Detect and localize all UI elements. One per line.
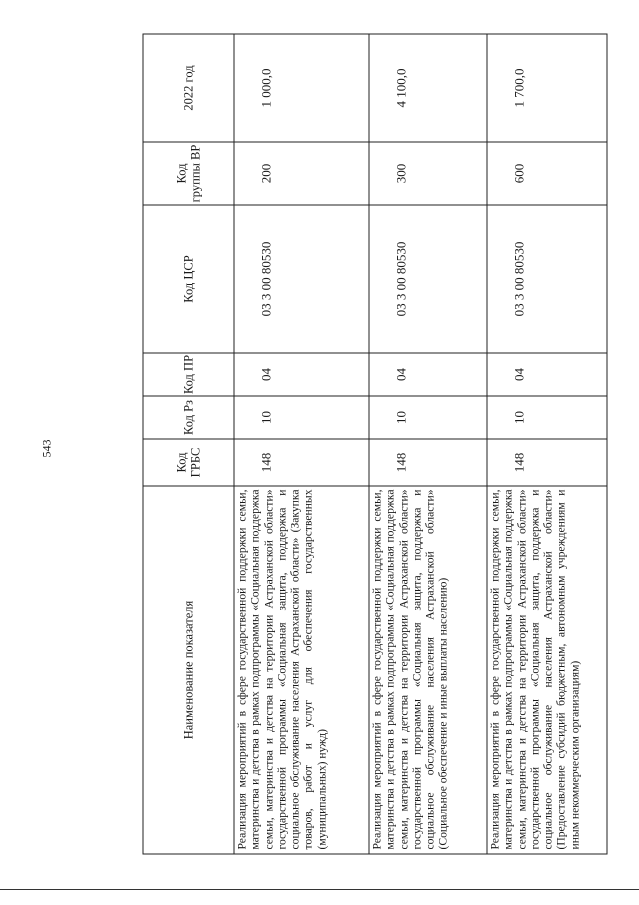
- header-vr: Код группы ВР: [143, 142, 234, 205]
- page-number: 543: [39, 439, 54, 458]
- table-row: [234, 34, 369, 854]
- row-name-cell: Реализация мероприятий в сфере государственной поддержки семьи, материнства и детства в рамках подпрограммы «Социальная поддержка семьи, материнства и детства на территории Астраханской области» государственной программы «Социальная защита, поддержка и социальное обслуживание населения Астраханской области» (Социальное обеспечение и иные выплаты населению): [369, 486, 487, 854]
- header-name: Наименование показателя: [143, 486, 234, 854]
- row-csr-cell: 03 3 00 80530: [234, 205, 369, 353]
- bottom-rule: [0, 889, 639, 890]
- row-name-cell: Реализация мероприятий в сфере государственной поддержки семьи, материнства и детства в рамках подпрограммы «Социальная поддержка семьи, материнства и детства на территории Астраханской области» государственной программы «Социальная защита, поддержка и социальное обслуживание населения Астраханской области» (Закупка товаров, работ и услуг для обеспечения государственных (муниципальных) нужд): [234, 486, 369, 854]
- budget-table: [143, 33, 608, 854]
- table-row: [369, 34, 487, 854]
- row-rz-cell: 10: [487, 396, 607, 439]
- row-year-cell: 1 000,0: [234, 34, 369, 142]
- row-csr-cell: 03 3 00 80530: [369, 205, 487, 353]
- table-header-row: [143, 34, 234, 854]
- row-rz-cell: 10: [369, 396, 487, 439]
- row-pr-cell: 04: [369, 353, 487, 396]
- row-vr-cell: 200: [234, 142, 369, 205]
- row-csr-cell: 03 3 00 80530: [487, 205, 607, 353]
- row-rz-cell: 10: [234, 396, 369, 439]
- table-row: [487, 34, 607, 854]
- header-year: 2022 год: [143, 34, 234, 142]
- row-grbs-cell: 148: [369, 439, 487, 486]
- budget-table-container: [143, 34, 606, 854]
- header-rz: Код Рз: [143, 396, 234, 439]
- row-pr-cell: 04: [487, 353, 607, 396]
- row-pr-cell: 04: [234, 353, 369, 396]
- row-year-cell: 1 700,0: [487, 34, 607, 142]
- row-name-cell: Реализация мероприятий в сфере государственной поддержки семьи, материнства и детства в рамках подпрограммы «Социальная поддержка семьи, материнства и детства на территории Астраханской области» государственной программы «Социальная защита, поддержка и социальное обслуживание населения Астраханской области» (Предоставление субсидий бюджетным, автономным учреждениям и иным некоммерческим организациям): [487, 486, 607, 854]
- header-grbs: Код ГРБС: [143, 439, 234, 486]
- row-grbs-cell: 148: [234, 439, 369, 486]
- row-vr-cell: 600: [487, 142, 607, 205]
- row-year-cell: 4 100,0: [369, 34, 487, 142]
- row-vr-cell: 300: [369, 142, 487, 205]
- header-pr: Код ПР: [143, 353, 234, 396]
- row-grbs-cell: 148: [487, 439, 607, 486]
- header-csr: Код ЦСР: [143, 205, 234, 353]
